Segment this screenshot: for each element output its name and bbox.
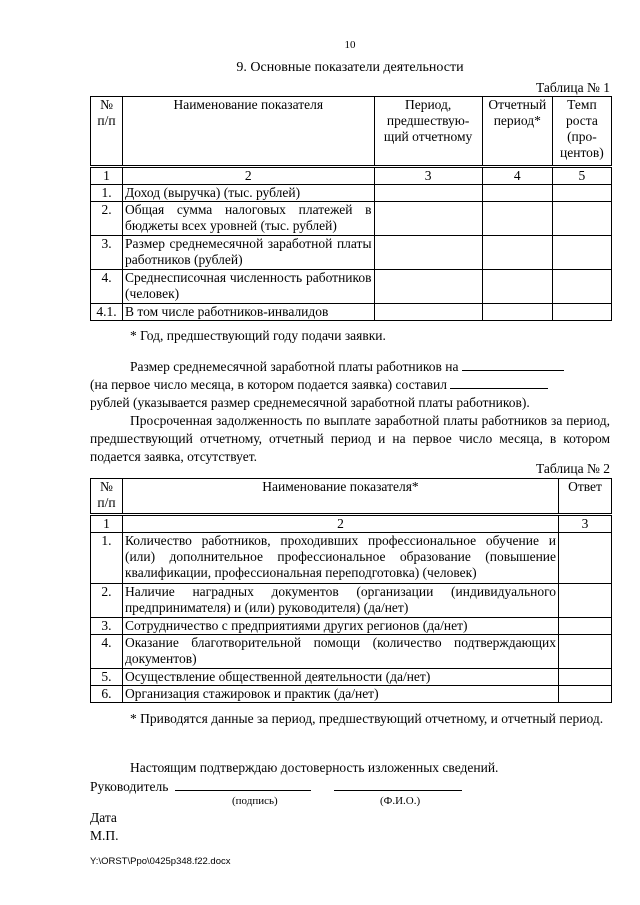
table-row bbox=[91, 236, 612, 270]
table2-cell-answer[interactable] bbox=[559, 584, 612, 618]
table1-row-num: 4.1. bbox=[91, 304, 123, 321]
table2-colnum: 2 bbox=[122, 515, 558, 533]
table1-row-num: 4. bbox=[91, 270, 123, 304]
table1-row-num: 3. bbox=[91, 236, 123, 270]
table2-row-name: Осуществление общественной деятельности (да/нет) bbox=[122, 669, 558, 686]
section-title: 9. Основные показатели деятельности bbox=[236, 60, 464, 75]
table2-row-num: 4. bbox=[91, 635, 123, 669]
table1-header-growth: Темп роста (про-центов) bbox=[552, 97, 611, 167]
table2-colnum: 1 bbox=[91, 515, 123, 533]
table1-colnum: 3 bbox=[374, 167, 482, 185]
table1-row-name: Среднесписочная численность работников (человек) bbox=[123, 270, 374, 304]
table-row bbox=[91, 669, 612, 686]
table1-cell-growth[interactable] bbox=[552, 304, 611, 321]
table-row bbox=[91, 686, 612, 703]
table2 bbox=[90, 478, 612, 703]
table2-header-num: № п/п bbox=[91, 479, 123, 515]
stamp-label: М.П. bbox=[90, 828, 119, 843]
table2-row-name: Организация стажировок и практик (да/нет) bbox=[122, 686, 558, 703]
table1 bbox=[90, 96, 612, 321]
table2-cell-answer[interactable] bbox=[559, 618, 612, 635]
table2-colnum: 3 bbox=[559, 515, 612, 533]
table2-cell-answer[interactable] bbox=[559, 686, 612, 703]
table-row bbox=[91, 185, 612, 202]
table1-cell-report[interactable] bbox=[482, 304, 552, 321]
table2-row-num: 3. bbox=[91, 618, 123, 635]
salary-paragraph bbox=[90, 358, 610, 412]
table2-footnote: * Приводятся данные за период, предшествующий отчетному, и отчетный период. bbox=[130, 711, 604, 726]
table2-row-name: Сотрудничество с предприятиями других регионов (да/нет) bbox=[122, 618, 558, 635]
table1-cell-prev[interactable] bbox=[374, 185, 482, 202]
table1-row-num: 2. bbox=[91, 202, 123, 236]
table1-header-prev-period: Период, предшествую-щий отчетному bbox=[374, 97, 482, 167]
table1-row-name: Общая сумма налоговых платежей в бюджеты всех уровней (тыс. рублей) bbox=[123, 202, 374, 236]
table2-header-answer: Ответ bbox=[559, 479, 612, 515]
table1-header-num: № п/п bbox=[91, 97, 123, 167]
table1-cell-prev[interactable] bbox=[374, 202, 482, 236]
table-row bbox=[91, 202, 612, 236]
table2-cell-answer[interactable] bbox=[559, 533, 612, 584]
table2-row-name: Количество работников, проходивших профессиональное обучение и (или) дополнительное профессиональное образование (повышение квалификации, профессиональная переподготовка) (человек) bbox=[122, 533, 558, 584]
head-label: Руководитель bbox=[90, 779, 169, 794]
table-row bbox=[91, 635, 612, 669]
table2-row-name: Оказание благотворительной помощи (количество подтверждающих документов) bbox=[122, 635, 558, 669]
table2-row-num: 1. bbox=[91, 533, 123, 584]
table2-cell-answer[interactable] bbox=[559, 669, 612, 686]
salary-line1: Размер среднемесячной заработной платы работников на bbox=[130, 359, 459, 374]
table-row bbox=[91, 270, 612, 304]
table2-row-num: 2. bbox=[91, 584, 123, 618]
page-number: 10 bbox=[344, 39, 356, 51]
table1-cell-report[interactable] bbox=[482, 236, 552, 270]
salary-date-field[interactable] bbox=[462, 358, 564, 371]
table1-caption: Таблица № 1 bbox=[536, 80, 610, 95]
name-field[interactable] bbox=[334, 778, 462, 791]
table1-colnum: 4 bbox=[482, 167, 552, 185]
table1-cell-report[interactable] bbox=[482, 202, 552, 236]
table1-header-report-period: Отчетный период* bbox=[482, 97, 552, 167]
table1-cell-report[interactable] bbox=[482, 270, 552, 304]
table-row bbox=[91, 304, 612, 321]
file-path: Y:\ORST\Ppo\0425p348.f22.docx bbox=[90, 856, 231, 867]
salary-line2: (на первое число месяца, в котором подается заявка) составил bbox=[90, 377, 448, 392]
table2-caption: Таблица № 2 bbox=[536, 461, 610, 476]
table1-cell-growth[interactable] bbox=[552, 202, 611, 236]
table2-header-name: Наименование показателя* bbox=[122, 479, 558, 515]
table2-row-num: 6. bbox=[91, 686, 123, 703]
signature-hint: (подпись) bbox=[232, 795, 278, 807]
signature-row bbox=[90, 778, 462, 795]
table1-row-num: 1. bbox=[91, 185, 123, 202]
salary-line3: рублей (указывается размер среднемесячной заработной платы работников). bbox=[90, 395, 530, 410]
table1-colnum: 1 bbox=[91, 167, 123, 185]
table1-row-name: Размер среднемесячной заработной платы работников (рублей) bbox=[123, 236, 374, 270]
salary-amount-field[interactable] bbox=[450, 376, 548, 389]
table-row bbox=[91, 584, 612, 618]
table1-row-name: В том числе работников-инвалидов bbox=[123, 304, 374, 321]
table1-cell-prev[interactable] bbox=[374, 304, 482, 321]
table1-header-name: Наименование показателя bbox=[123, 97, 374, 167]
table1-colnum: 5 bbox=[552, 167, 611, 185]
confirmation-text: Настоящим подтверждаю достоверность изложенных сведений. bbox=[130, 760, 499, 775]
table1-footnote: * Год, предшествующий году подачи заявки. bbox=[130, 328, 386, 343]
name-hint: (Ф.И.О.) bbox=[380, 795, 421, 807]
table2-row-name: Наличие наградных документов (организации (индивидуального предпринимателя) и (или) руководителя) (да/нет) bbox=[122, 584, 558, 618]
table2-cell-answer[interactable] bbox=[559, 635, 612, 669]
table1-cell-report[interactable] bbox=[482, 185, 552, 202]
date-label: Дата bbox=[90, 810, 117, 825]
table1-row-name: Доход (выручка) (тыс. рублей) bbox=[123, 185, 374, 202]
table1-cell-prev[interactable] bbox=[374, 270, 482, 304]
table-row bbox=[91, 618, 612, 635]
table1-cell-prev[interactable] bbox=[374, 236, 482, 270]
signature-field[interactable] bbox=[175, 778, 311, 791]
table2-row-num: 5. bbox=[91, 669, 123, 686]
table1-cell-growth[interactable] bbox=[552, 236, 611, 270]
arrears-paragraph: Просроченная задолженность по выплате заработной платы работников за период, предшествующий отчетному, отчетный период и на первое число месяца, в котором подается заявка, отсутствует. bbox=[90, 413, 610, 464]
table1-colnum: 2 bbox=[123, 167, 374, 185]
table-row bbox=[91, 533, 612, 584]
table1-cell-growth[interactable] bbox=[552, 270, 611, 304]
table1-cell-growth[interactable] bbox=[552, 185, 611, 202]
